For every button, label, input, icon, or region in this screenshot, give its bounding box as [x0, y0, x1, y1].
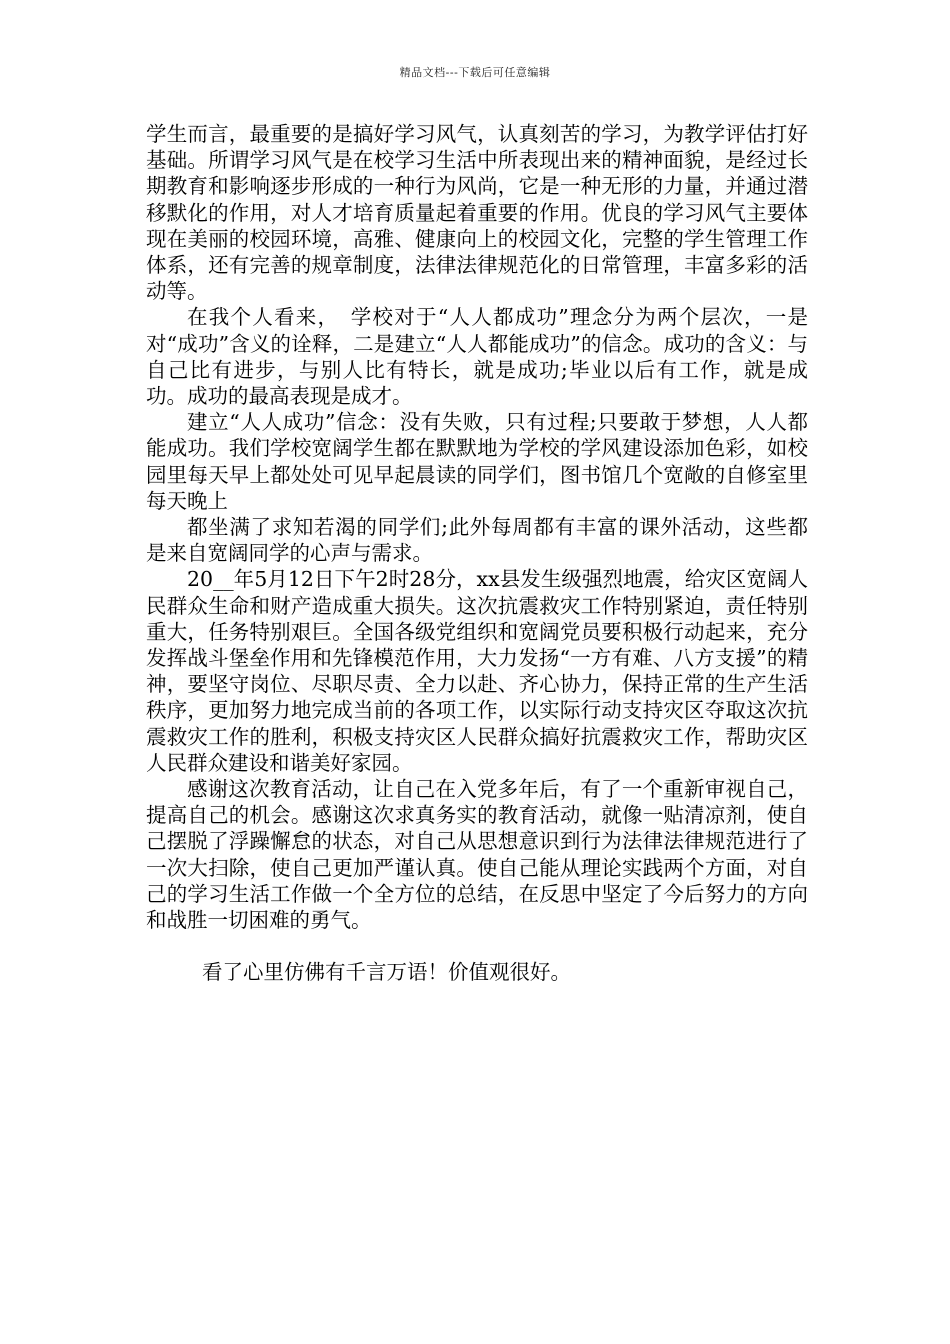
paragraph-success-concept: 在我个人看来， 学校对于“人人都成功”理念分为两个层次，一是对“成功”含义的诠释，二是建立“人人都能成功”的信念。成功的含义：与自己比有进步，与别人比有特长，就是成功;毕业以后有工作，就是成功。成功的最高表现是成才。 [146, 305, 808, 409]
document-body [146, 121, 808, 986]
paragraph-education-gratitude: 感谢这次教育活动，让自己在入党多年后，有了一个重新审视自己，提高自己的机会。感谢这次求真务实的教育活动，就像一贴清凉剂，使自己摆脱了浮躁懈怠的状态，对自己从思想意识到行为法律法律规范进行了一次大扫除，使自己更加严谨认真。使自己能从理论实践两个方面，对自己的学习生活工作做一个全方位的总结，在反思中坚定了今后努力的方向和战胜一切困难的勇气。 [146, 777, 808, 933]
paragraph-success-belief: 建立“人人成功”信念：没有失败，只有过程;只要敢于梦想，人人都能成功。我们学校宽阔学生都在默默地为学校的学风建设添加色彩，如校园里每天早上都处处可见早起晨读的同学们，图书馆几个宽敞的自修室里每天晚上 [146, 410, 808, 513]
paragraph-self-study: 都坐满了求知若渴的同学们;此外每周都有丰富的课外活动，这些都是来自宽阔同学的心声与需求。 [146, 515, 808, 566]
closing-remark: 看了心里仿佛有千言万语！价值观很好。 [202, 960, 571, 985]
paragraph-earthquake-relief: 20__年5月12日下午2时28分，xx县发生级强烈地震，给灾区宽阔人民群众生命和财产造成重大损失。这次抗震救灾工作特别紧迫，责任特别重大，任务特别艰巨。全国各级党组织和宽阔党员要积极行动起来，充分发挥战斗堡垒作用和先锋模范作用，大力发扬“一方有难、八方支援”的精神，要坚守岗位、尽职尽责、全力以赴、齐心协力，保持正常的生产生活秩序，更加努力地完成当前的各项工作，以实际行动支持灾区夺取这次抗震救灾工作的胜利，积极支持灾区人民群众搞好抗震救灾工作，帮助灾区人民群众建设和谐美好家园。 [146, 567, 808, 775]
page-header: 精品文档---下载后可任意编辑 [399, 66, 551, 79]
paragraph-study-atmosphere: 学生而言，最重要的是搞好学习风气，认真刻苦的学习，为教学评估打好基础。所谓学习风气是在校学习生活中所表现出来的精神面貌，是经过长期教育和影响逐步形成的一种行为风尚，它是一种无形的力量，并通过潜移默化的作用，对人才培育质量起着重要的作用。优良的学习风气主要体现在美丽的校园环境，高雅、健康向上的校园文化，完整的学生管理工作体系，还有完善的规章制度，法律法律规范化的日常管理，丰富多彩的活动等。 [146, 122, 808, 304]
